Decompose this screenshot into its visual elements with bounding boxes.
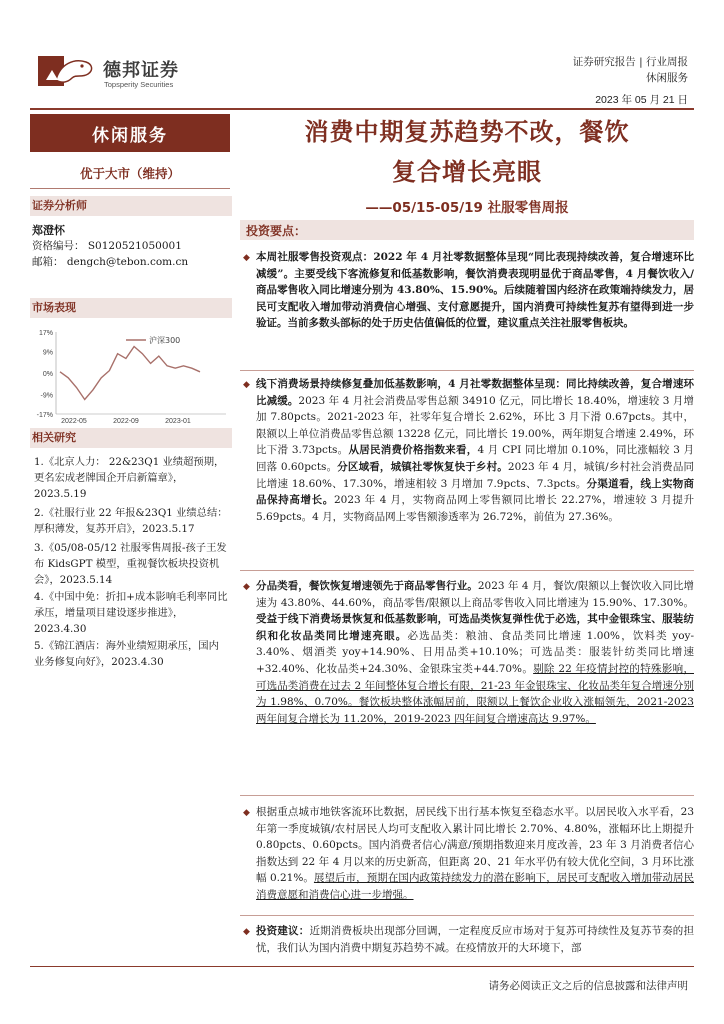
tebon-logo-icon: [36, 50, 96, 90]
bullet-icon: ◆: [243, 808, 250, 818]
analyst-name: 郑澄怀: [32, 224, 65, 237]
divider: [240, 370, 694, 371]
analyst-email: 邮箱： dengch@tebon.com.cn: [32, 256, 189, 268]
paragraph-text-segment: 分品类看，餐饮恢复增速领先于商品零售行业。: [256, 580, 478, 592]
related-item[interactable]: 5.《锦江酒店：海外业绩短期承压，国内业务修复向好》，2023.4.30: [34, 640, 219, 668]
paragraph-text-segment: 2023 年 4 月，餐饮/限额以上餐饮收入同比增速为 43.80%、44.60%，商品零售/限额以上商品零售收入同比增速为 15.90%、17.30%。: [256, 580, 695, 609]
report-industry: 休闲服务: [646, 72, 688, 84]
header-divider: [30, 108, 694, 110]
paragraph-text-segment: 4 月 CPI 同比增加 0.10%，同比涨幅较 3 月回落 0.60pcts。: [256, 444, 694, 473]
sector-title: 休闲服务: [30, 114, 230, 152]
paragraph-text-segment: 展望后市，预期在国内政策持续发力的潜在影响下，居民可支配收入增加带动居民消费意愿和消费信心进一步增强。: [256, 872, 694, 901]
chart-legend-label: 沪深300: [149, 336, 181, 345]
bullet-icon: ◆: [243, 380, 250, 390]
rating-label: 优于大市（维持）: [79, 166, 180, 181]
key-point-paragraph: [256, 249, 694, 332]
company-name-cn: 德邦证券: [103, 60, 179, 81]
related-item[interactable]: 4.《中国中免：折扣+成本影响毛利率同比承压，增量项目建设逐步推进》，2023.4.30: [34, 591, 228, 635]
paragraph-text-segment: 投资建议：: [256, 925, 310, 937]
chart-y-tick-label: -9%: [40, 392, 53, 400]
chart-x-tick-label: 2022-05: [61, 418, 87, 425]
paragraph-text-segment: 分渠道看，线上实物商品保持高增长。: [256, 477, 695, 507]
market-performance-chart: [30, 322, 230, 434]
report-title: 消费中期复苏趋势不改，餐饮: [304, 118, 630, 146]
report-subtitle: ——05/15-05/19 社服零售周报: [365, 200, 569, 216]
divider: [240, 795, 694, 796]
analyst-license: 资格编号： S0120521050001: [32, 240, 182, 252]
paragraph-text-segment: 受益于线下消费场景恢复和低基数影响，可选品类恢复弹性优于必选，其中金银珠宝、服装纺织和化妆品类同比增速亮眼。: [256, 613, 694, 642]
key-points-bar: [240, 220, 694, 240]
related-item[interactable]: 3.《05/08-05/12 社服零售周报-孩子王发布 KidsGPT 模型，重视餐饮板块投资机会》，2023.5.14: [34, 542, 227, 586]
key-point-paragraph: [256, 923, 694, 956]
divider: [240, 570, 694, 571]
chart-y-tick-label: -17%: [36, 412, 53, 419]
company-name-en: Topsperity Securities: [104, 80, 174, 89]
report-date: 2023 年 05 月 21 日: [595, 94, 688, 106]
chart-y-tick-label: 0%: [42, 371, 53, 378]
chart-x-tick-label: 2023-01: [165, 418, 191, 425]
bullet-icon: ◆: [243, 253, 250, 263]
paragraph-text-segment: 必选品类：粮油、食品类同比增速 1.00%，饮料类 yoy-3.40%、烟酒类 yoy+14.90%、日用品类+10.10%；可选品类：服装针纺类同比增速+32.40%、化妆品类+24.30%、金银珠宝类+44.70%。: [256, 629, 695, 675]
report-title-line2: 复合增长亮眼: [392, 158, 542, 186]
chart-x-tick-label: 2022-09: [113, 418, 139, 425]
market-section-header: 市场表现: [30, 298, 232, 318]
related-item[interactable]: 1.《北京人力： 22&23Q1 业绩超预期，更名宏成老牌国企开启新篇章》，2023.5.19: [34, 456, 225, 500]
paragraph-text-segment: 本周社服零售投资观点：2022 年 4 月社零数据整体呈现“同比表现持续改善，复合增速环比减缓”。主要受线下客流修复和低基数影响，餐饮消费表现明显优于商品零售，4 月餐饮收入/商品零售收入同比增速分别为 43.80%、15.90%。后续随着国内经济在政策端持续发力，居民可支配收入增加带动消费信心增强、支付意愿提升，国内消费可持续性复苏有望得到进一步验证。当前多数头部标的处于历史估值偏低的位置，建议重点关注社服零售板块。: [256, 251, 694, 330]
chart-y-tick-label: 17%: [38, 330, 53, 337]
paragraph-text-segment: 2023 年 4 月，城镇/乡村社会消费品同比增速 18.60%、17.30%，增速相较 3 月增加 7.9pcts、7.3pcts。: [256, 460, 695, 490]
footer-disclaimer: 请务必阅读正文之后的信息披露和法律声明: [488, 980, 688, 992]
footer-divider: [30, 966, 694, 967]
related-item[interactable]: 2.《社服行业 22 年报&23Q1 业绩总结：厚积薄发，复苏开启》，2023.5.17: [34, 507, 228, 535]
analyst-section-header: 证券分析师: [30, 196, 232, 216]
paragraph-text-segment: 分区域看，城镇社零恢复快于乡村。: [337, 460, 508, 473]
paragraph-text-segment: 线下消费场景持续修复叠加低基数影响，4 月社零数据整体呈现：同比持续改善，复合增速环比减缓。: [256, 378, 694, 407]
related-section-header: 相关研究: [30, 428, 232, 448]
paragraph-text-segment: 剔除 22 年疫情封控的特殊影响，可选品类消费在过去 2 年间整体复合增长有限，21-23 年金银珠宝、化妆品类年复合增速分别为 1.98%、0.70%。餐饮板块整体涨幅居前，限额以上餐饮企业收入涨幅领先，2021-2023 两年间复合增长为 11.20%，2019-2023 四年间复合增速高达 9.97%。: [256, 662, 694, 725]
paragraph-text-segment: 2023 年 4 月社会消费品零售总额 34910 亿元，同比增长 18.40%，增速较 3 月增加 7.80pcts。2021-2023 年，社零年复合增长 2.62%，环比 3 月下滑 0.67pcts。其中，限额以上单位消费品零售总额 13228 亿元，同比增长 19.00%，两年期复合增速 2.49%，环比下滑 3.73pcts。: [256, 394, 694, 457]
paragraph-text-segment: 近期消费板块出现部分回调，一定程度反应市场对于复苏可持续性及复苏节奏的担忧，我们认为国内消费中期复苏趋势不减。在疫情放开的大环境下，部: [256, 925, 694, 954]
paragraph-text-segment: 根据重点城市地铁客流环比数据，居民线下出行基本恢复至稳态水平。以居民收入水平看，23 年第一季度城镇/农村居民人均可支配收入累计同比增长 2.70%、4.80%，涨幅环比上期提升 0.80pcts、0.60pcts。国内消费者信心/满意/预期指数迎来月度改善，23 年 3 月消费者信心指数达到 22 年 4 月以来的历史新高，但距离 20、21 年水平仍有较大优化空间，3 月环比涨幅 0.21%。: [256, 806, 694, 885]
divider: [30, 188, 230, 189]
chart-y-tick-label: 9%: [42, 349, 53, 357]
chart-series-line: [60, 347, 200, 400]
key-point-paragraph: [256, 804, 694, 904]
bullet-icon: ◆: [243, 927, 250, 937]
key-point-paragraph: [256, 376, 694, 525]
report-type: 证券研究报告 | 行业周报: [572, 56, 688, 68]
paragraph-text-segment: 从居民消费价格指数来看，: [348, 444, 478, 457]
key-point-paragraph: [256, 578, 694, 727]
divider: [240, 915, 694, 916]
key-points-label: 投资要点：: [246, 224, 307, 238]
bullet-icon: ◆: [243, 582, 250, 592]
paragraph-text-segment: 2023 年 4 月，实物商品网上零售额同比增长 22.27%，增速较 3 月提升 5.69pcts。4 月，实物商品网上零售额渗透率为 26.72%，前值为 27.36%。: [256, 494, 694, 523]
